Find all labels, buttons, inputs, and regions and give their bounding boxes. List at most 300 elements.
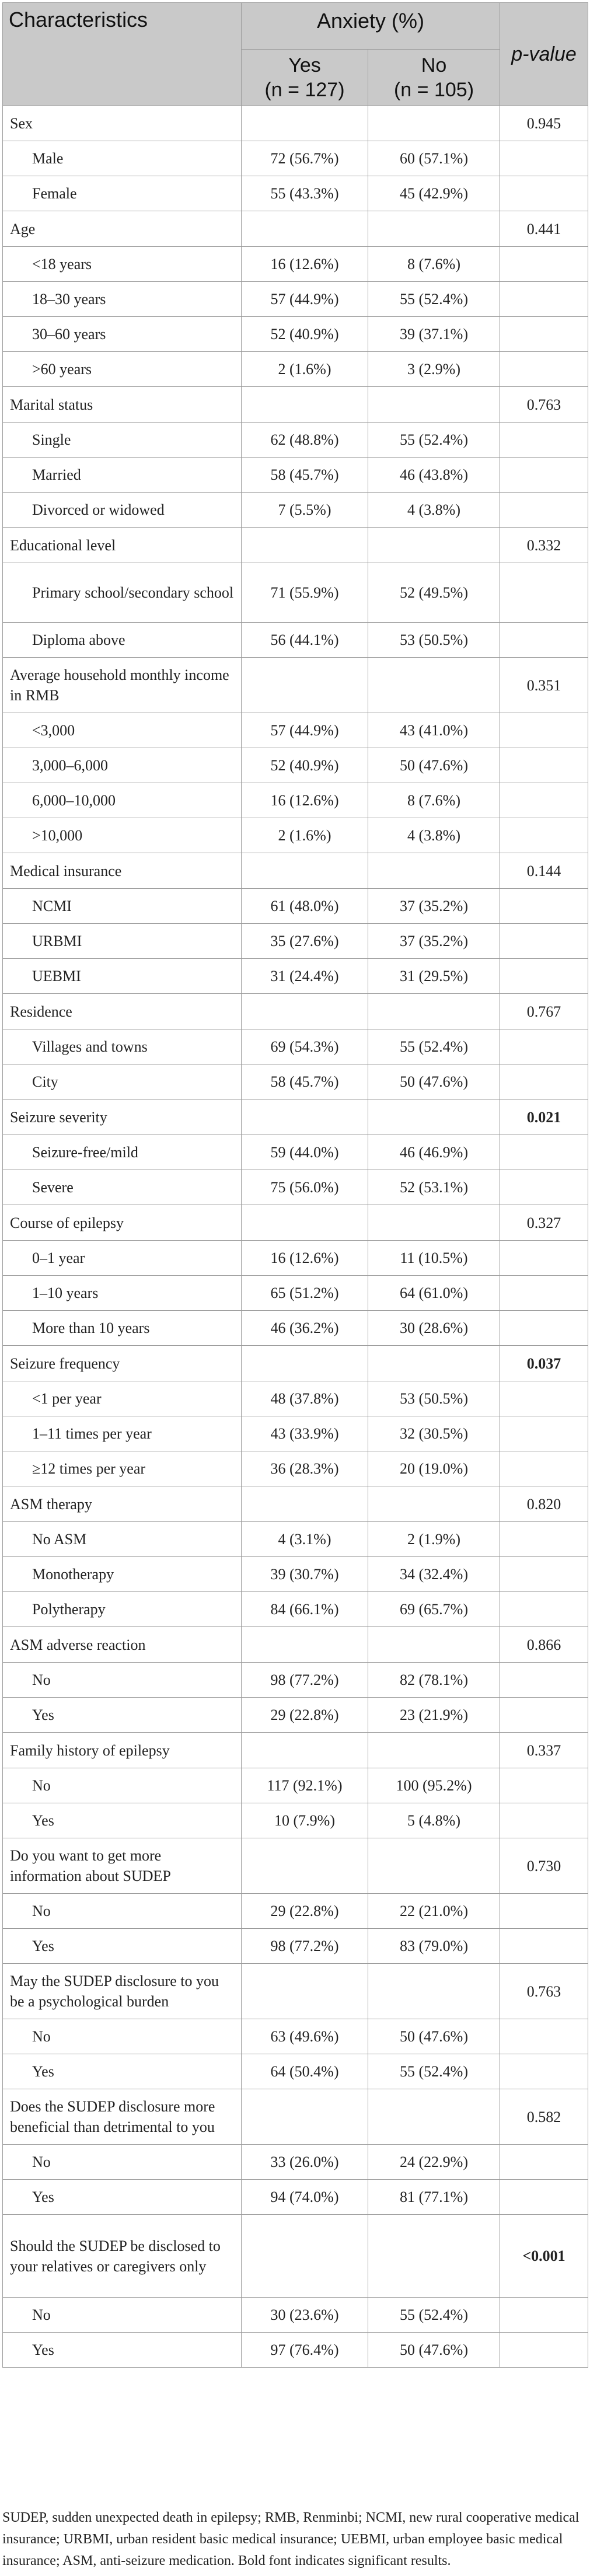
row-label: Yes <box>3 1698 242 1733</box>
row-yes-value <box>242 528 368 563</box>
row-p-value <box>500 458 588 493</box>
row-no-value: 55 (52.4%) <box>368 423 500 458</box>
row-p-value <box>500 317 588 352</box>
row-p-value: 0.582 <box>500 2089 588 2145</box>
row-label: Diploma above <box>3 623 242 658</box>
table-row <box>3 818 588 853</box>
row-p-value: 0.351 <box>500 658 588 713</box>
table-row <box>3 889 588 924</box>
row-p-value <box>500 1029 588 1064</box>
row-yes-value <box>242 994 368 1029</box>
row-no-value: 81 (77.1%) <box>368 2180 500 2215</box>
row-label: <18 years <box>3 247 242 282</box>
table-header <box>3 3 588 106</box>
header-yes-n: (n = 127) <box>264 78 345 101</box>
table-row <box>3 493 588 528</box>
row-no-value: 4 (3.8%) <box>368 818 500 853</box>
row-label: Polytherapy <box>3 1592 242 1627</box>
row-yes-value: 55 (43.3%) <box>242 176 368 211</box>
table-row <box>3 2145 588 2180</box>
row-yes-value: 52 (40.9%) <box>242 748 368 783</box>
row-no-value <box>368 853 500 889</box>
row-p-value <box>500 1557 588 1592</box>
table-row <box>3 1768 588 1803</box>
row-p-value <box>500 176 588 211</box>
row-no-value: 39 (37.1%) <box>368 317 500 352</box>
row-yes-value: 57 (44.9%) <box>242 713 368 748</box>
row-yes-value: 16 (12.6%) <box>242 783 368 818</box>
row-no-value: 20 (19.0%) <box>368 1451 500 1486</box>
header-yes-label: Yes <box>288 54 321 76</box>
row-label: <3,000 <box>3 713 242 748</box>
row-yes-value <box>242 1486 368 1522</box>
row-label: Age <box>3 211 242 247</box>
table-group-row <box>3 1964 588 2019</box>
table-group-row <box>3 1099 588 1135</box>
table-row <box>3 1241 588 1276</box>
row-yes-value <box>242 106 368 141</box>
table-row <box>3 1170 588 1205</box>
table-group-row <box>3 211 588 247</box>
row-p-value <box>500 282 588 317</box>
row-no-value <box>368 658 500 713</box>
row-no-value <box>368 1099 500 1135</box>
row-p-value <box>500 1241 588 1276</box>
row-label: UEBMI <box>3 959 242 994</box>
row-yes-value <box>242 1205 368 1241</box>
row-p-value <box>500 2054 588 2089</box>
anxiety-characteristics-table <box>2 2 588 2368</box>
row-label: 6,000–10,000 <box>3 783 242 818</box>
row-p-value <box>500 2298 588 2333</box>
table-row <box>3 924 588 959</box>
row-p-value <box>500 1135 588 1170</box>
row-p-value <box>500 1311 588 1346</box>
row-yes-value: 16 (12.6%) <box>242 1241 368 1276</box>
row-yes-value: 75 (56.0%) <box>242 1170 368 1205</box>
table-row <box>3 1803 588 1838</box>
table-row <box>3 2333 588 2368</box>
table-row <box>3 1029 588 1064</box>
row-no-value: 45 (42.9%) <box>368 176 500 211</box>
table-row <box>3 352 588 387</box>
row-label: 0–1 year <box>3 1241 242 1276</box>
row-label: 30–60 years <box>3 317 242 352</box>
table-row <box>3 2298 588 2333</box>
row-yes-value <box>242 1838 368 1894</box>
row-no-value <box>368 1486 500 1522</box>
row-p-value: 0.763 <box>500 387 588 423</box>
row-label: More than 10 years <box>3 1311 242 1346</box>
row-p-value: <0.001 <box>500 2215 588 2298</box>
table-group-row <box>3 106 588 141</box>
row-p-value <box>500 1522 588 1557</box>
table-row <box>3 458 588 493</box>
row-label: ASM therapy <box>3 1486 242 1522</box>
row-yes-value <box>242 2215 368 2298</box>
row-label: Divorced or widowed <box>3 493 242 528</box>
table-row <box>3 317 588 352</box>
row-yes-value: 56 (44.1%) <box>242 623 368 658</box>
table-row <box>3 2054 588 2089</box>
row-p-value: 0.037 <box>500 1346 588 1381</box>
table-row <box>3 1451 588 1486</box>
row-label: No <box>3 1768 242 1803</box>
row-p-value <box>500 2333 588 2368</box>
table-row <box>3 563 588 623</box>
row-yes-value: 33 (26.0%) <box>242 2145 368 2180</box>
header-yes <box>242 50 368 106</box>
row-label: Do you want to get more information about SUDEP <box>3 1838 242 1894</box>
row-label: Male <box>3 141 242 176</box>
row-no-value: 46 (43.8%) <box>368 458 500 493</box>
row-yes-value <box>242 1099 368 1135</box>
row-label: URBMI <box>3 924 242 959</box>
row-no-value <box>368 1205 500 1241</box>
table-footnote: SUDEP, sudden unexpected death in epilepsy; RMB, Renminbi; NCMI, new rural cooperative medical insurance; URBMI, urban resident basic medical insurance; UEBMI, urban employee basic medical insurance; ASM, anti-seizure medication. Bold font indicates significant results. <box>2 2510 579 2568</box>
table-row <box>3 1698 588 1733</box>
row-label: Yes <box>3 2180 242 2215</box>
row-no-value <box>368 994 500 1029</box>
row-label: Married <box>3 458 242 493</box>
row-p-value <box>500 1381 588 1416</box>
row-yes-value: 10 (7.9%) <box>242 1803 368 1838</box>
row-label: Primary school/secondary school <box>3 563 242 623</box>
row-no-value <box>368 211 500 247</box>
row-p-value <box>500 959 588 994</box>
row-yes-value: 98 (77.2%) <box>242 1929 368 1964</box>
row-no-value: 43 (41.0%) <box>368 713 500 748</box>
row-no-value: 3 (2.9%) <box>368 352 500 387</box>
row-no-value: 83 (79.0%) <box>368 1929 500 1964</box>
row-p-value: 0.021 <box>500 1099 588 1135</box>
row-label: 3,000–6,000 <box>3 748 242 783</box>
row-p-value: 0.332 <box>500 528 588 563</box>
row-p-value <box>500 1929 588 1964</box>
row-no-value: 22 (21.0%) <box>368 1894 500 1929</box>
row-no-value: 37 (35.2%) <box>368 889 500 924</box>
row-label: Severe <box>3 1170 242 1205</box>
row-label: Family history of epilepsy <box>3 1733 242 1768</box>
row-label: Marital status <box>3 387 242 423</box>
row-p-value <box>500 1894 588 1929</box>
table-row <box>3 1135 588 1170</box>
row-label: NCMI <box>3 889 242 924</box>
table-row <box>3 748 588 783</box>
row-no-value: 55 (52.4%) <box>368 2298 500 2333</box>
row-label: Educational level <box>3 528 242 563</box>
row-p-value: 0.144 <box>500 853 588 889</box>
row-yes-value <box>242 1733 368 1768</box>
table-group-row <box>3 853 588 889</box>
row-label: Residence <box>3 994 242 1029</box>
row-yes-value: 30 (23.6%) <box>242 2298 368 2333</box>
row-yes-value <box>242 853 368 889</box>
row-p-value <box>500 423 588 458</box>
row-yes-value: 31 (24.4%) <box>242 959 368 994</box>
row-p-value <box>500 623 588 658</box>
row-yes-value: 39 (30.7%) <box>242 1557 368 1592</box>
row-yes-value <box>242 658 368 713</box>
table-row <box>3 1894 588 1929</box>
table-row <box>3 959 588 994</box>
row-no-value: 4 (3.8%) <box>368 493 500 528</box>
row-yes-value: 71 (55.9%) <box>242 563 368 623</box>
table-group-row <box>3 994 588 1029</box>
row-label: Yes <box>3 2333 242 2368</box>
row-p-value: 0.945 <box>500 106 588 141</box>
table-row <box>3 1276 588 1311</box>
row-yes-value <box>242 211 368 247</box>
row-yes-value <box>242 1627 368 1663</box>
row-no-value: 64 (61.0%) <box>368 1276 500 1311</box>
row-yes-value: 43 (33.9%) <box>242 1416 368 1451</box>
row-yes-value: 64 (50.4%) <box>242 2054 368 2089</box>
row-yes-value: 65 (51.2%) <box>242 1276 368 1311</box>
table-row <box>3 1416 588 1451</box>
row-yes-value: 36 (28.3%) <box>242 1451 368 1486</box>
row-yes-value: 52 (40.9%) <box>242 317 368 352</box>
row-label: Yes <box>3 1803 242 1838</box>
row-no-value: 8 (7.6%) <box>368 783 500 818</box>
row-label: No ASM <box>3 1522 242 1557</box>
row-no-value <box>368 1733 500 1768</box>
table-row <box>3 2019 588 2054</box>
header-no-n: (n = 105) <box>393 78 474 101</box>
row-p-value: 0.866 <box>500 1627 588 1663</box>
row-label: No <box>3 2145 242 2180</box>
row-yes-value: 58 (45.7%) <box>242 458 368 493</box>
row-no-value: 55 (52.4%) <box>368 2054 500 2089</box>
row-no-value <box>368 1627 500 1663</box>
row-label: <1 per year <box>3 1381 242 1416</box>
row-label: >60 years <box>3 352 242 387</box>
row-no-value: 50 (47.6%) <box>368 2019 500 2054</box>
row-no-value: 52 (49.5%) <box>368 563 500 623</box>
row-label: Yes <box>3 2054 242 2089</box>
row-p-value <box>500 748 588 783</box>
row-p-value <box>500 2145 588 2180</box>
row-p-value: 0.767 <box>500 994 588 1029</box>
row-yes-value: 97 (76.4%) <box>242 2333 368 2368</box>
row-p-value <box>500 1663 588 1698</box>
row-label: Villages and towns <box>3 1029 242 1064</box>
row-p-value <box>500 141 588 176</box>
table-row <box>3 1064 588 1099</box>
row-label: Does the SUDEP disclosure more beneficial than detrimental to you <box>3 2089 242 2145</box>
row-p-value: 0.820 <box>500 1486 588 1522</box>
table-row <box>3 1557 588 1592</box>
row-yes-value: 84 (66.1%) <box>242 1592 368 1627</box>
table-row <box>3 423 588 458</box>
row-p-value <box>500 1803 588 1838</box>
row-yes-value: 4 (3.1%) <box>242 1522 368 1557</box>
row-label: Medical insurance <box>3 853 242 889</box>
row-p-value: 0.441 <box>500 211 588 247</box>
row-no-value: 50 (47.6%) <box>368 1064 500 1099</box>
header-p-value <box>500 3 588 106</box>
row-label: Average household monthly income in RMB <box>3 658 242 713</box>
row-yes-value: 46 (36.2%) <box>242 1311 368 1346</box>
row-no-value <box>368 1964 500 2019</box>
row-label: No <box>3 2019 242 2054</box>
row-p-value <box>500 1416 588 1451</box>
row-no-value: 52 (53.1%) <box>368 1170 500 1205</box>
row-yes-value <box>242 1964 368 2019</box>
table-group-row <box>3 658 588 713</box>
row-yes-value: 61 (48.0%) <box>242 889 368 924</box>
row-no-value: 31 (29.5%) <box>368 959 500 994</box>
row-no-value: 50 (47.6%) <box>368 748 500 783</box>
row-no-value: 24 (22.9%) <box>368 2145 500 2180</box>
row-label: Seizure severity <box>3 1099 242 1135</box>
table-row <box>3 176 588 211</box>
row-no-value: 100 (95.2%) <box>368 1768 500 1803</box>
row-p-value: 0.763 <box>500 1964 588 2019</box>
header-characteristics: Characteristics <box>3 3 242 106</box>
row-yes-value: 98 (77.2%) <box>242 1663 368 1698</box>
row-no-value: 53 (50.5%) <box>368 1381 500 1416</box>
table-group-row <box>3 1486 588 1522</box>
row-no-value: 53 (50.5%) <box>368 623 500 658</box>
row-label: Seizure frequency <box>3 1346 242 1381</box>
row-no-value: 5 (4.8%) <box>368 1803 500 1838</box>
row-p-value <box>500 1064 588 1099</box>
row-yes-value: 2 (1.6%) <box>242 818 368 853</box>
row-label: Yes <box>3 1929 242 1964</box>
row-yes-value: 57 (44.9%) <box>242 282 368 317</box>
row-p-value <box>500 1768 588 1803</box>
header-p-value-text: p-value <box>511 43 577 65</box>
row-label: ASM adverse reaction <box>3 1627 242 1663</box>
row-no-value: 30 (28.6%) <box>368 1311 500 1346</box>
row-p-value <box>500 1276 588 1311</box>
row-p-value: 0.327 <box>500 1205 588 1241</box>
table-row <box>3 2180 588 2215</box>
table-row <box>3 1663 588 1698</box>
table-group-row <box>3 2215 588 2298</box>
table-row <box>3 1381 588 1416</box>
row-no-value: 82 (78.1%) <box>368 1663 500 1698</box>
row-no-value: 32 (30.5%) <box>368 1416 500 1451</box>
row-no-value: 2 (1.9%) <box>368 1522 500 1557</box>
header-no <box>368 50 500 106</box>
row-yes-value <box>242 2089 368 2145</box>
row-no-value: 8 (7.6%) <box>368 247 500 282</box>
table-row <box>3 282 588 317</box>
row-p-value <box>500 493 588 528</box>
table-row <box>3 713 588 748</box>
row-p-value <box>500 818 588 853</box>
row-p-value <box>500 783 588 818</box>
row-yes-value: 29 (22.8%) <box>242 1698 368 1733</box>
table-row <box>3 623 588 658</box>
table-group-row <box>3 528 588 563</box>
row-p-value <box>500 1451 588 1486</box>
row-yes-value: 94 (74.0%) <box>242 2180 368 2215</box>
row-label: Female <box>3 176 242 211</box>
row-p-value <box>500 247 588 282</box>
row-yes-value: 29 (22.8%) <box>242 1894 368 1929</box>
row-p-value <box>500 1698 588 1733</box>
row-no-value: 34 (32.4%) <box>368 1557 500 1592</box>
table-group-row <box>3 2089 588 2145</box>
row-yes-value: 58 (45.7%) <box>242 1064 368 1099</box>
row-no-value: 11 (10.5%) <box>368 1241 500 1276</box>
table-row <box>3 141 588 176</box>
header-anxiety: Anxiety (%) <box>242 3 500 50</box>
table-row <box>3 1592 588 1627</box>
row-label: Course of epilepsy <box>3 1205 242 1241</box>
row-yes-value: 59 (44.0%) <box>242 1135 368 1170</box>
row-p-value: 0.337 <box>500 1733 588 1768</box>
row-label: 18–30 years <box>3 282 242 317</box>
row-no-value <box>368 387 500 423</box>
table-body <box>3 106 588 2368</box>
row-yes-value: 16 (12.6%) <box>242 247 368 282</box>
row-label: Monotherapy <box>3 1557 242 1592</box>
row-label: >10,000 <box>3 818 242 853</box>
row-p-value: 0.730 <box>500 1838 588 1894</box>
table-row <box>3 783 588 818</box>
header-no-label: No <box>421 54 447 76</box>
row-p-value <box>500 2180 588 2215</box>
row-no-value: 23 (21.9%) <box>368 1698 500 1733</box>
row-no-value <box>368 1346 500 1381</box>
row-yes-value <box>242 1346 368 1381</box>
row-p-value <box>500 1170 588 1205</box>
row-no-value <box>368 106 500 141</box>
row-label: City <box>3 1064 242 1099</box>
row-no-value: 69 (65.7%) <box>368 1592 500 1627</box>
row-label: No <box>3 2298 242 2333</box>
row-label: Sex <box>3 106 242 141</box>
row-yes-value: 48 (37.8%) <box>242 1381 368 1416</box>
row-no-value <box>368 528 500 563</box>
row-p-value <box>500 713 588 748</box>
row-p-value <box>500 352 588 387</box>
table-group-row <box>3 1205 588 1241</box>
row-no-value: 55 (52.4%) <box>368 282 500 317</box>
row-no-value <box>368 1838 500 1894</box>
row-label: May the SUDEP disclosure to you be a psychological burden <box>3 1964 242 2019</box>
row-label: 1–11 times per year <box>3 1416 242 1451</box>
row-p-value <box>500 563 588 623</box>
table-row <box>3 1929 588 1964</box>
row-label: Seizure-free/mild <box>3 1135 242 1170</box>
row-p-value <box>500 1592 588 1627</box>
row-yes-value: 117 (92.1%) <box>242 1768 368 1803</box>
row-no-value: 46 (46.9%) <box>368 1135 500 1170</box>
row-yes-value: 63 (49.6%) <box>242 2019 368 2054</box>
row-label: 1–10 years <box>3 1276 242 1311</box>
row-p-value <box>500 2019 588 2054</box>
row-p-value <box>500 924 588 959</box>
table-group-row <box>3 387 588 423</box>
row-yes-value: 72 (56.7%) <box>242 141 368 176</box>
table-group-row <box>3 1627 588 1663</box>
row-no-value <box>368 2215 500 2298</box>
row-yes-value: 69 (54.3%) <box>242 1029 368 1064</box>
table-row <box>3 1311 588 1346</box>
row-yes-value <box>242 387 368 423</box>
table-row <box>3 247 588 282</box>
row-label: ≥12 times per year <box>3 1451 242 1486</box>
row-label: Single <box>3 423 242 458</box>
table-row <box>3 1522 588 1557</box>
row-yes-value: 7 (5.5%) <box>242 493 368 528</box>
row-yes-value: 2 (1.6%) <box>242 352 368 387</box>
